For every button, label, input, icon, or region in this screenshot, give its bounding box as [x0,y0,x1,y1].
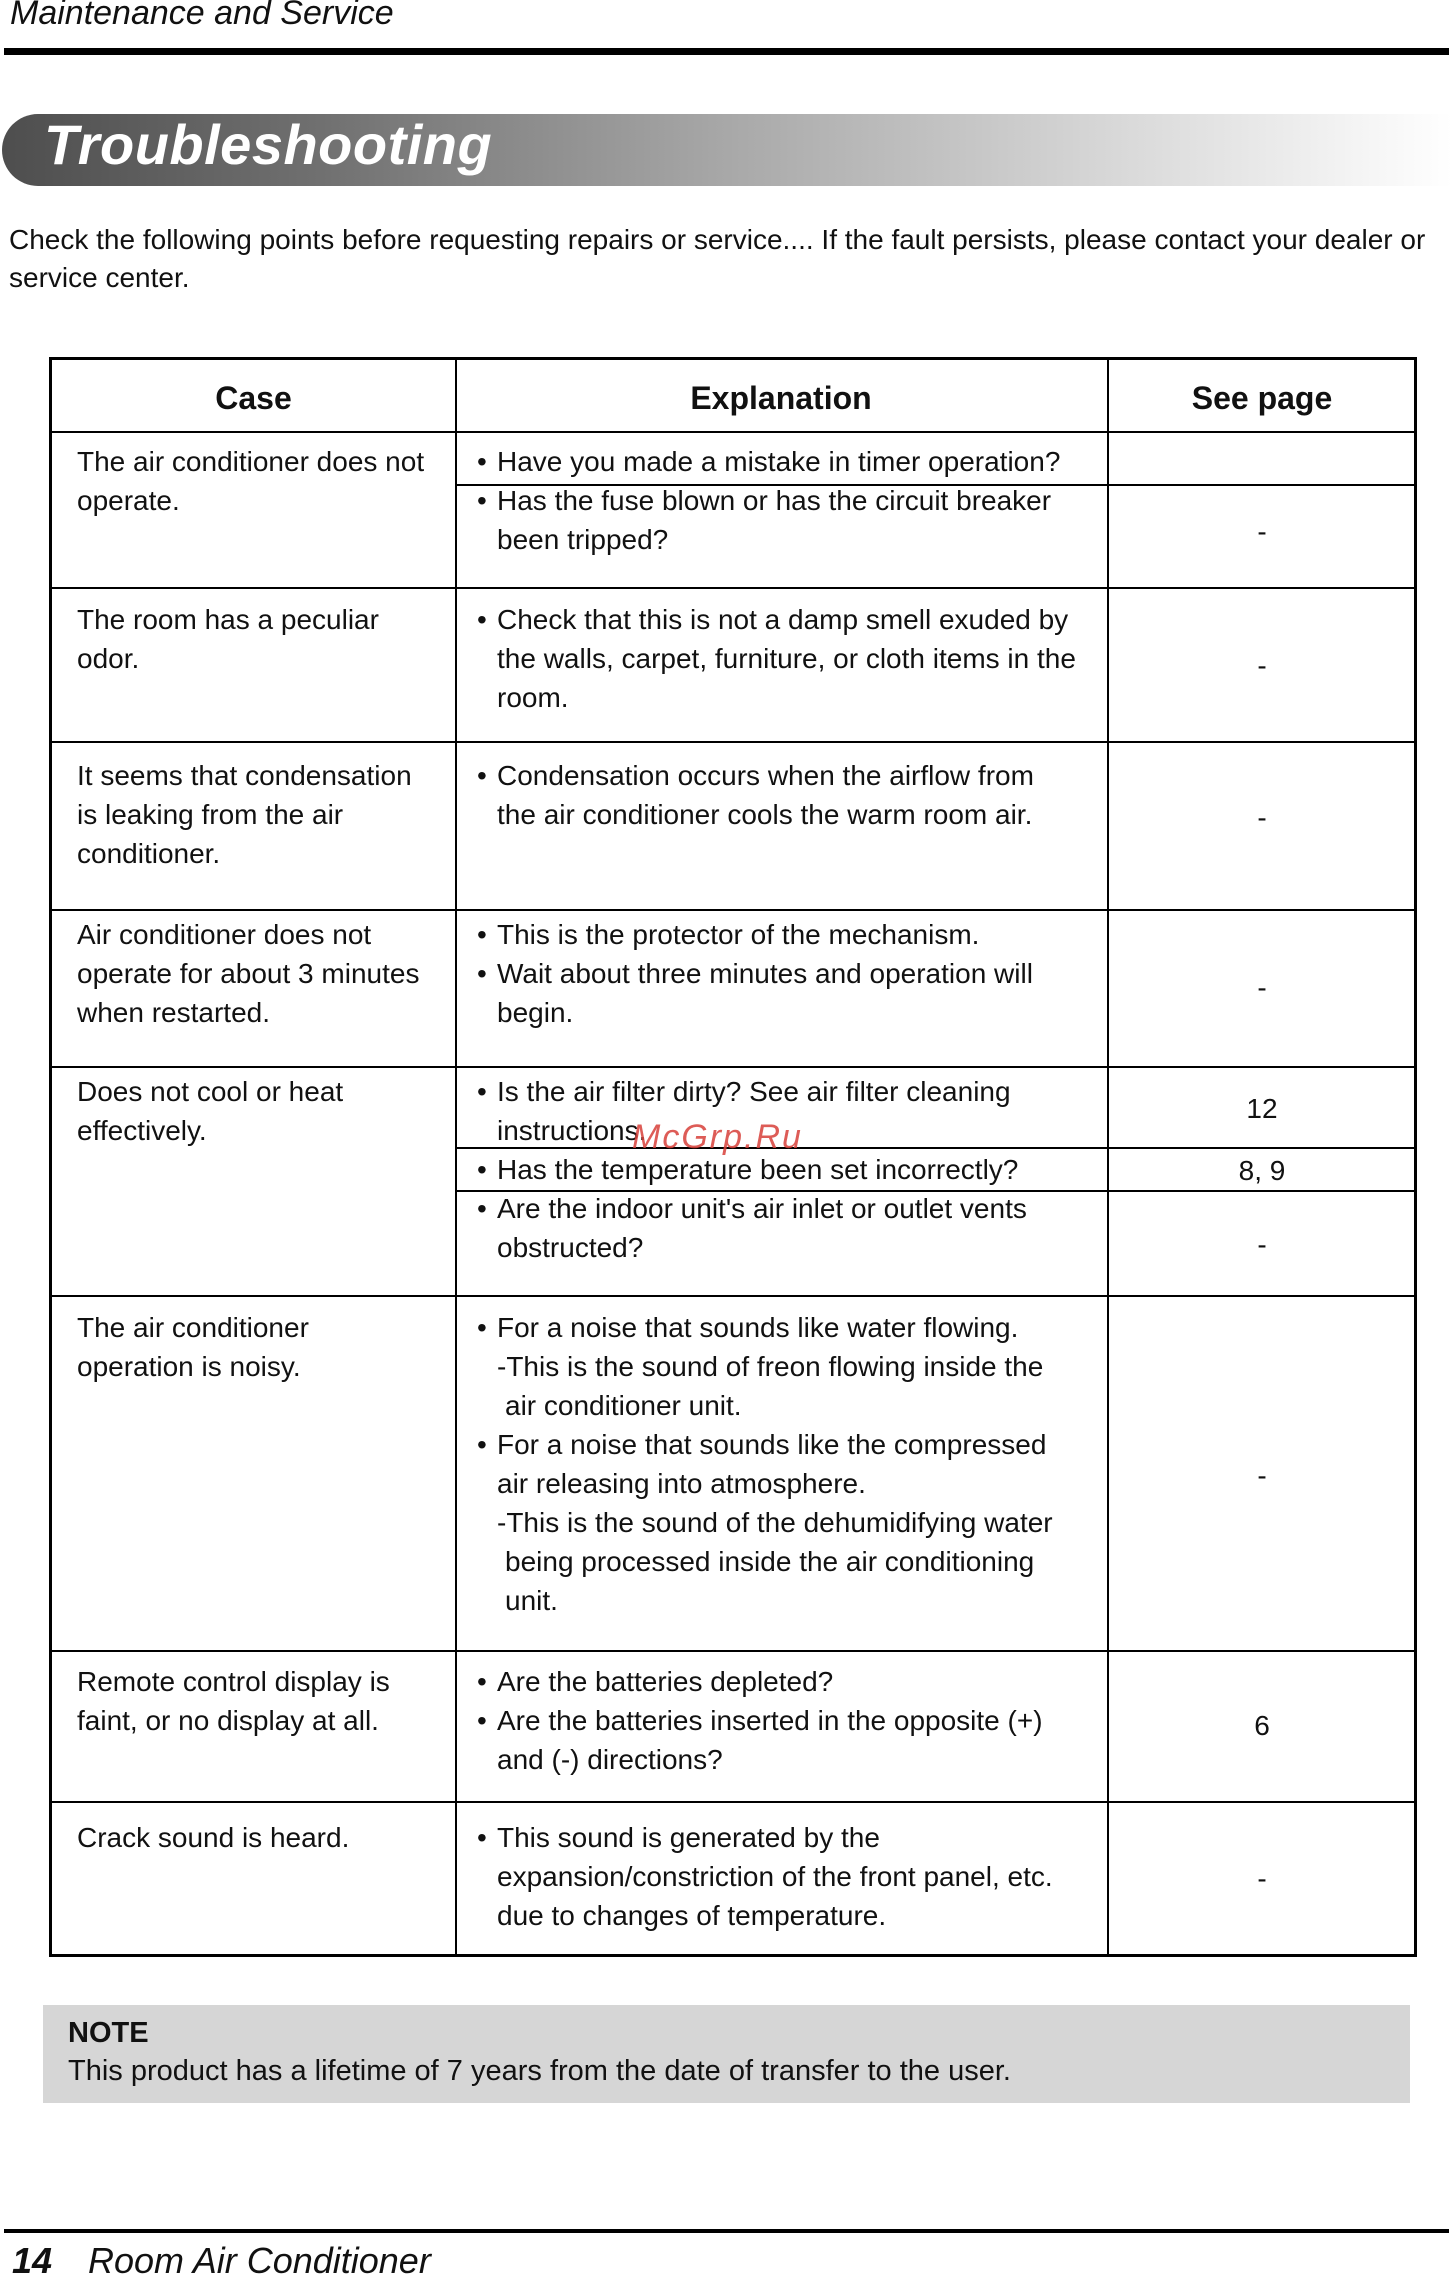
table-row-page: - [1257,1863,1267,1894]
table-row-explanation: • Is the air filter dirty? See air filter cleaning instructions. • Has the temperature been set incorrectly? • Are the indoor unit's air inlet or outlet vents obstructed? [477,1076,1027,1263]
table-row-page: - [1257,972,1267,1003]
row-divider [52,587,1414,589]
table-row-page: - [1257,1460,1267,1491]
header-see-page: See page [1191,380,1333,416]
table-row-case: The air conditioner operation is noisy. [77,1312,309,1382]
column-divider [455,360,457,1954]
row-divider [52,1066,1414,1068]
note-title: NOTE [68,2017,149,2049]
header-explanation: Explanation [690,380,872,416]
watermark: McGrp.Ru [632,1118,803,1156]
table-row-page: - [1257,650,1267,681]
table-row-case: The air conditioner does not operate. [77,446,425,516]
row-divider [52,1295,1414,1297]
table-row-case: Air conditioner does not operate for about 3 minutes when restarted. [77,919,420,1028]
table-row-case: Crack sound is heard. [77,1822,350,1853]
header-case: Case [215,380,292,416]
table-row-page: - [1257,1229,1267,1260]
table-row-page: 6 [1254,1710,1270,1741]
table-row-explanation: • For a noise that sounds like water flowing. -This is the sound of freon flowing inside the air conditioner unit. • For a noise that sounds like the compressed air releasing into atmosphere. -This is the sound of the dehumidifying water being processed inside the air conditioning unit. [477,1312,1053,1616]
note-text: This product has a lifetime of 7 years from the date of transfer to the user. [68,2055,1011,2087]
table-row-explanation: • Have you made a mistake in timer operation? • Has the fuse blown or has the circuit breaker been tripped? [477,446,1061,555]
troubleshooting-table [49,357,1417,1957]
footer-title: Room Air Conditioner [88,2240,431,2279]
page-title: Troubleshooting [44,113,493,176]
table-row-explanation: • Condensation occurs when the airflow from the air conditioner cools the warm room air. [477,760,1034,830]
table-row-explanation: • Check that this is not a damp smell exuded by the walls, carpet, furniture, or cloth items in the room. [477,604,1076,713]
footer-page-number: 14 [12,2240,53,2279]
table-row-explanation: • This sound is generated by the expansion/constriction of the front panel, etc. due to changes of temperature. [477,1822,1053,1931]
table-row-case: The room has a peculiar odor. [77,604,379,674]
row-divider [52,909,1414,911]
table-row-case: Does not cool or heat effectively. [77,1076,344,1146]
row-divider [52,1801,1414,1803]
footer-rule [4,2229,1449,2233]
table-row-case: It seems that condensation is leaking from the air conditioner. [77,760,412,869]
header-rule [4,48,1449,55]
table-row-page: 12 [1246,1093,1278,1124]
header-section-label: Maintenance and Service [10,0,394,32]
table-row-explanation: • This is the protector of the mechanism. • Wait about three minutes and operation will begin. [477,919,1033,1028]
row-divider [52,431,1414,433]
table-row-page: - [1257,516,1267,547]
intro-paragraph: Check the following points before requesting repairs or service.... If the fault persists, please contact your dealer or service center. [9,224,1426,293]
row-divider [52,741,1414,743]
table-row-case: Remote control display is faint, or no display at all. [77,1666,390,1736]
table-row-explanation: • Are the batteries depleted? • Are the batteries inserted in the opposite (+) and (-) directions? [477,1666,1043,1775]
table-row-page: - [1257,802,1267,833]
row-divider [52,1650,1414,1652]
table-row-page: 8, 9 [1238,1155,1286,1186]
note-box [43,2005,1410,2103]
